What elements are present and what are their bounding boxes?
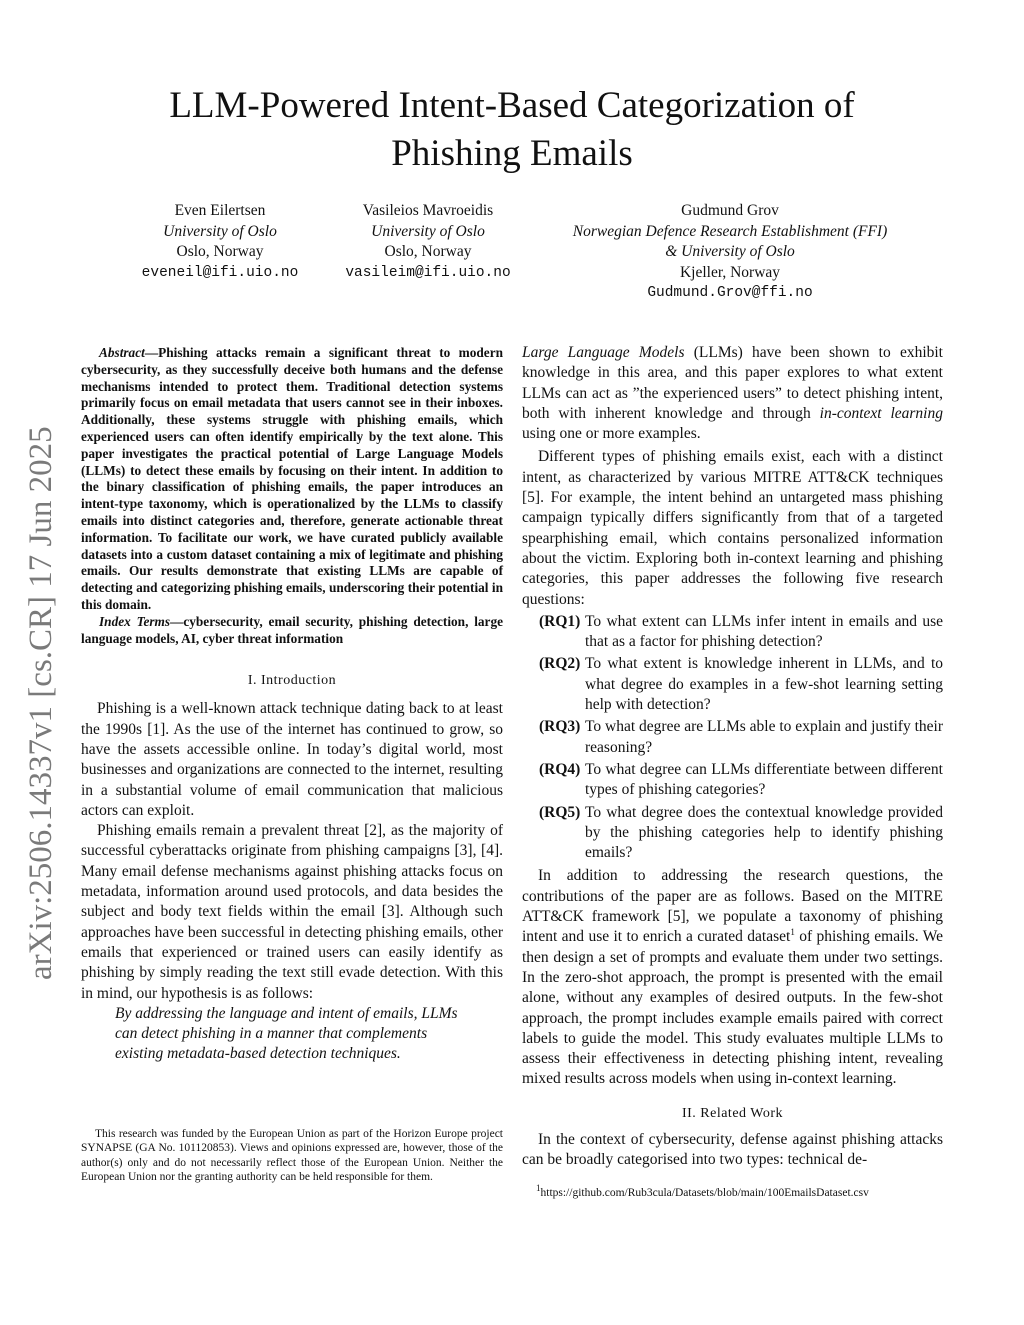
rq-label: (RQ2) xyxy=(539,655,581,673)
rq-text: To what extent can LLMs infer intent in emails and use that as a factor for phishing detection? xyxy=(585,612,943,651)
research-question-1 xyxy=(539,612,943,653)
abstract xyxy=(81,345,503,614)
research-question-3 xyxy=(539,717,943,758)
arxiv-stamp: arXiv:2506.14337v1 [cs.CR] 17 Jun 2025 xyxy=(23,426,59,980)
author-name: Gudmund Grov xyxy=(681,202,779,219)
right-paragraph-1-text-a: (LLMs) have been shown to exhibit knowledge in this area, and this paper explores to what extent LLMs can act as ”the experienced users” to detect phishing intent, both with inherent knowledge and through xyxy=(522,344,943,422)
author-block-3 xyxy=(545,201,915,304)
rq-label: (RQ3) xyxy=(539,718,581,736)
right-paragraph-3-text-a: In addition to addressing the research questions, the contributions of the paper are as follows. Based on the MITRE ATT&CK framework [5], we populate a taxonomy of phishing intent and use it to enrich a curated dataset xyxy=(522,867,943,946)
intro-paragraph-1: Phishing is a well-known attack technique dating back to at least the 1990s [1]. As the use of the internet has continued to grow, so have the assets accessible online. In today’s digital world, most businesses and organizations are connected to the internet, resulting in a substantial volume of email communication that malicious actors can exploit. xyxy=(81,700,503,819)
rq-label: (RQ4) xyxy=(539,760,581,778)
right-paragraph-3-text-b: of phishing emails. We then design a set of prompts and evaluate them under two settings. In the zero-shot approach, the prompt is presented with the email alone, without any examples of desired outputs. In the few-shot approach, the prompt includes example emails paired with correct labels to guide the model. This study evaluates multiple LLMs to assess their effectiveness in detecting phishing intent, revealing mixed results across models when using in-context learning. xyxy=(522,928,943,1088)
author-email[interactable]: eveneil@ifi.uio.no xyxy=(141,264,299,281)
research-question-2 xyxy=(539,654,943,715)
dataset-link[interactable]: https://github.com/Rub3cula/Datasets/blob/main/100EmailsDataset.csv xyxy=(540,1187,869,1199)
footnote-mark: 1 xyxy=(536,1183,541,1194)
abstract-label: Abstract xyxy=(99,345,145,360)
author-affiliation: Norwegian Defence Research Establishment (FFI) xyxy=(572,222,888,240)
research-question-5 xyxy=(539,803,943,864)
intro-paragraph-2: Phishing emails remain a prevalent threat [2], as the majority of successful cyberattacks originate from phishing campaigns [3], [4]. Many email defense mechanisms against phishing attacks focus on metadata, information around used protocols, and data besides the subject and body text fields within the email [3]. Although such approaches have been successful in detecting phishing emails, other emails that experienced or trained users can easily identify as phishing by simply reading the text still evade detection. With this in mind, our hypothesis is as follows: xyxy=(81,822,503,1002)
index-terms xyxy=(81,614,503,648)
rq-label: (RQ5) xyxy=(539,803,581,821)
research-question-4 xyxy=(539,760,943,801)
rq-text: To what extent is knowledge inherent in LLMs, and to what degree do examples in a few-shot learning setting help with detection? xyxy=(585,655,943,714)
right-column xyxy=(522,343,943,1171)
paper-title xyxy=(0,82,1024,178)
author-email[interactable]: vasileim@ifi.uio.no xyxy=(345,264,511,281)
right-paragraph-1-text-b: using one or more examples. xyxy=(522,425,701,443)
section-heading-related-work: II. Related Work xyxy=(681,1105,784,1121)
index-terms-text: —cybersecurity, email security, phishing detection, large language models, AI, cyber threat information xyxy=(81,613,503,646)
author-location: Kjeller, Norway xyxy=(679,263,781,281)
hypothesis: By addressing the language and intent of emails, LLMs can detect phishing in a manner that complements existing metadata-based detection techniques. xyxy=(115,1004,458,1063)
author-name: Vasileios Mavroeidis xyxy=(362,202,494,219)
rq-text: To what degree does the contextual knowledge provided by the phishing categories help to identify phishing emails? xyxy=(585,803,943,862)
rq-label: (RQ1) xyxy=(539,612,581,630)
index-terms-label: Index Terms xyxy=(99,613,171,629)
abstract-text: —Phishing attacks remain a significant threat to modern cybersecurity, as they successfully deceive both humans and the defense mechanisms intended to protect them. Traditional detection systems primarily focus on email metadata that users cannot see in their inboxes. Additionally, these systems struggle with phishing emails, which experienced users can often identify empirically by the text alone. This paper investigates the practical potential of Large Language Models (LLMs) to detect these emails by focusing on their intent. In addition to the binary classification of phishing emails, the paper introduces an intent-type taxonomy, which is operationalized by the LLMs to classify emails into distinct categories and, therefore, generate actionable threat information. To facilitate our work, we have curated publicly available datasets into a custom dataset containing a mix of legitimate and phishing emails. Our results demonstrate that existing LLMs are capable of detecting and categorizing phishing emails, underscoring their potential in this domain. xyxy=(81,345,503,612)
rq-text: To what degree can LLMs differentiate between different types of phishing categories? xyxy=(585,760,943,799)
author-block-2 xyxy=(318,201,538,283)
footnote-ref: 1 xyxy=(790,927,795,938)
author-email[interactable]: Gudmund.Grov@ffi.no xyxy=(647,285,813,301)
related-paragraph-1: In the context of cybersecurity, defense against phishing attacks can be broadly categorised into two types: technical de- xyxy=(522,1130,943,1169)
right-paragraph-1 xyxy=(522,343,943,444)
emphasis-in-context: in-context learning xyxy=(819,404,943,422)
funding-footnote: This research was funded by the European Union as part of the Horizon Europe project SYNAPSE (GA No. 101120853). Views and opinions expressed are, however, those of the author(s) only and do not necessarily reflect those of the European Union. Neither the European Union nor the granting authority can be held responsible for them. xyxy=(81,1128,503,1183)
left-column xyxy=(81,345,503,1065)
emphasis-llm: Large Language Models xyxy=(522,344,685,361)
right-paragraph-3 xyxy=(522,866,943,1089)
title-line-1: LLM-Powered Intent-Based Categorization of xyxy=(169,85,855,126)
title-line-2: Phishing Emails xyxy=(391,133,633,174)
author-affiliation: University of Oslo xyxy=(163,222,277,240)
author-affiliation: University of Oslo xyxy=(371,222,485,240)
dataset-footnote xyxy=(536,1183,956,1200)
author-location: Oslo, Norway xyxy=(176,243,264,260)
section-heading-introduction: I. Introduction xyxy=(247,673,337,689)
rq-text: To what degree are LLMs able to explain and justify their reasoning? xyxy=(585,718,943,756)
author-location: Oslo, Norway xyxy=(384,243,472,260)
author-affiliation-2: & University of Oslo xyxy=(665,243,795,260)
author-block-1 xyxy=(130,201,310,283)
right-paragraph-2: Different types of phishing emails exist, each with a distinct intent, as characterized by various MITRE ATT&CK techniques [5]. For example, the intent behind an untargeted mass phishing campaign typically differs significantly from that of a targeted spearphishing email, which contains personalized information about the victim. Exploring both in-context learning and phishing categories, this paper addresses the following five research questions: xyxy=(522,448,943,608)
author-name: Even Eilertsen xyxy=(174,202,266,219)
